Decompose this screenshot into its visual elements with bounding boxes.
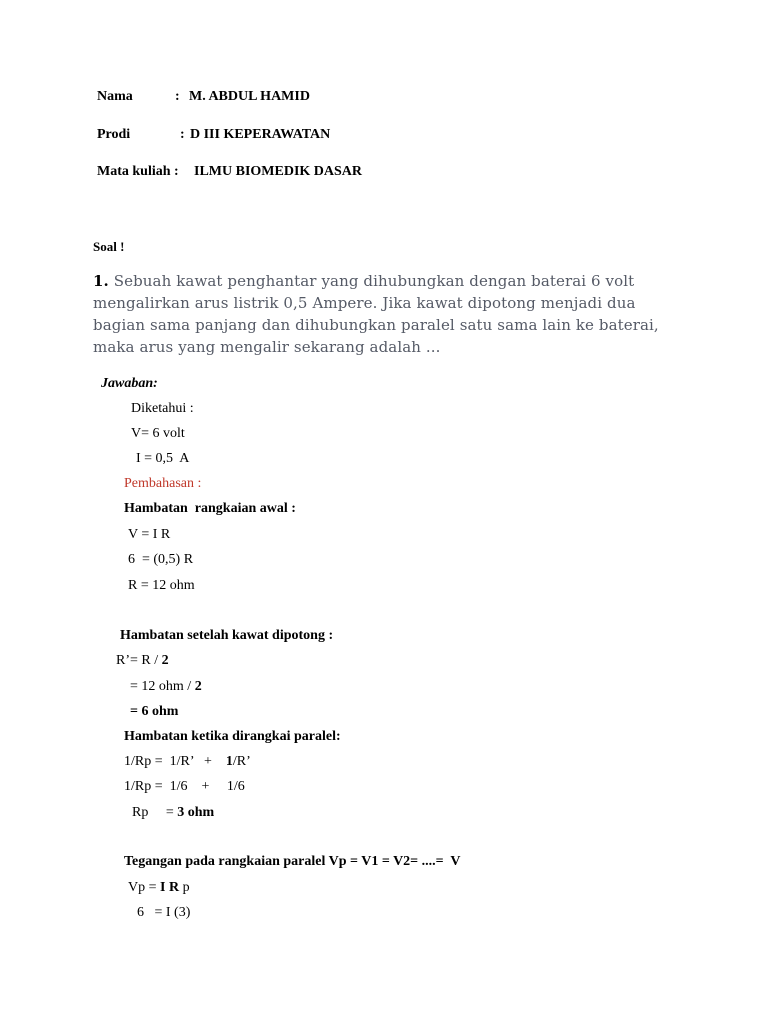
- given-voltage: V= 6 volt: [131, 426, 185, 441]
- equation-line: Rp = 3 ohm: [132, 805, 215, 820]
- nama-colon: :: [175, 89, 180, 104]
- equation-line: V = I R: [128, 527, 171, 542]
- equation-line: 6 = (0,5) R: [128, 552, 194, 567]
- equation-line: R = 12 ohm: [128, 578, 195, 593]
- hambatan-potong-heading: Hambatan setelah kawat dipotong :: [120, 628, 334, 643]
- prodi-value: D III KEPERAWATAN: [190, 127, 331, 142]
- soal-heading: Soal !: [93, 239, 125, 254]
- jawaban-heading: Jawaban:: [101, 376, 158, 391]
- equation-line: 1/Rp = 1/R’ + 1/R’: [124, 754, 251, 769]
- given-current: I = 0,5 A: [136, 451, 190, 466]
- hambatan-awal-heading: Hambatan rangkaian awal :: [124, 501, 296, 516]
- equation-line: = 12 ohm / 2: [130, 679, 202, 694]
- nama-label: Nama: [97, 89, 133, 104]
- matkul-label: Mata kuliah :: [97, 164, 179, 179]
- equation-line: = 6 ohm: [130, 704, 179, 719]
- equation-line: R’= R / 2: [116, 653, 169, 668]
- matkul-value: ILMU BIOMEDIK DASAR: [194, 164, 363, 179]
- diketahui-label: Diketahui :: [131, 401, 194, 416]
- question-number: 1.: [93, 272, 109, 290]
- pembahasan-label: Pembahasan :: [124, 476, 202, 491]
- equation-line: Vp = I R p: [128, 880, 190, 895]
- equation-line: 1/Rp = 1/6 + 1/6: [124, 779, 245, 794]
- tegangan-heading: Tegangan pada rangkaian paralel Vp = V1 = V2= ....= V: [124, 854, 461, 869]
- prodi-label: Prodi: [97, 127, 131, 142]
- equation-line: 6 = I (3): [137, 905, 191, 920]
- nama-value: M. ABDUL HAMID: [189, 89, 310, 104]
- hambatan-paralel-heading: Hambatan ketika dirangkai paralel:: [124, 729, 341, 744]
- question-text: [93, 270, 673, 358]
- question-body: Sebuah kawat penghantar yang dihubungkan dengan baterai 6 volt mengalirkan arus listrik 0,5 Ampere. Jika kawat dipotong menjadi dua bagian sama panjang dan dihubungkan paralel satu sama lain ke baterai, maka arus yang mengalir sekarang adalah ...: [93, 272, 659, 356]
- prodi-colon: :: [180, 127, 185, 142]
